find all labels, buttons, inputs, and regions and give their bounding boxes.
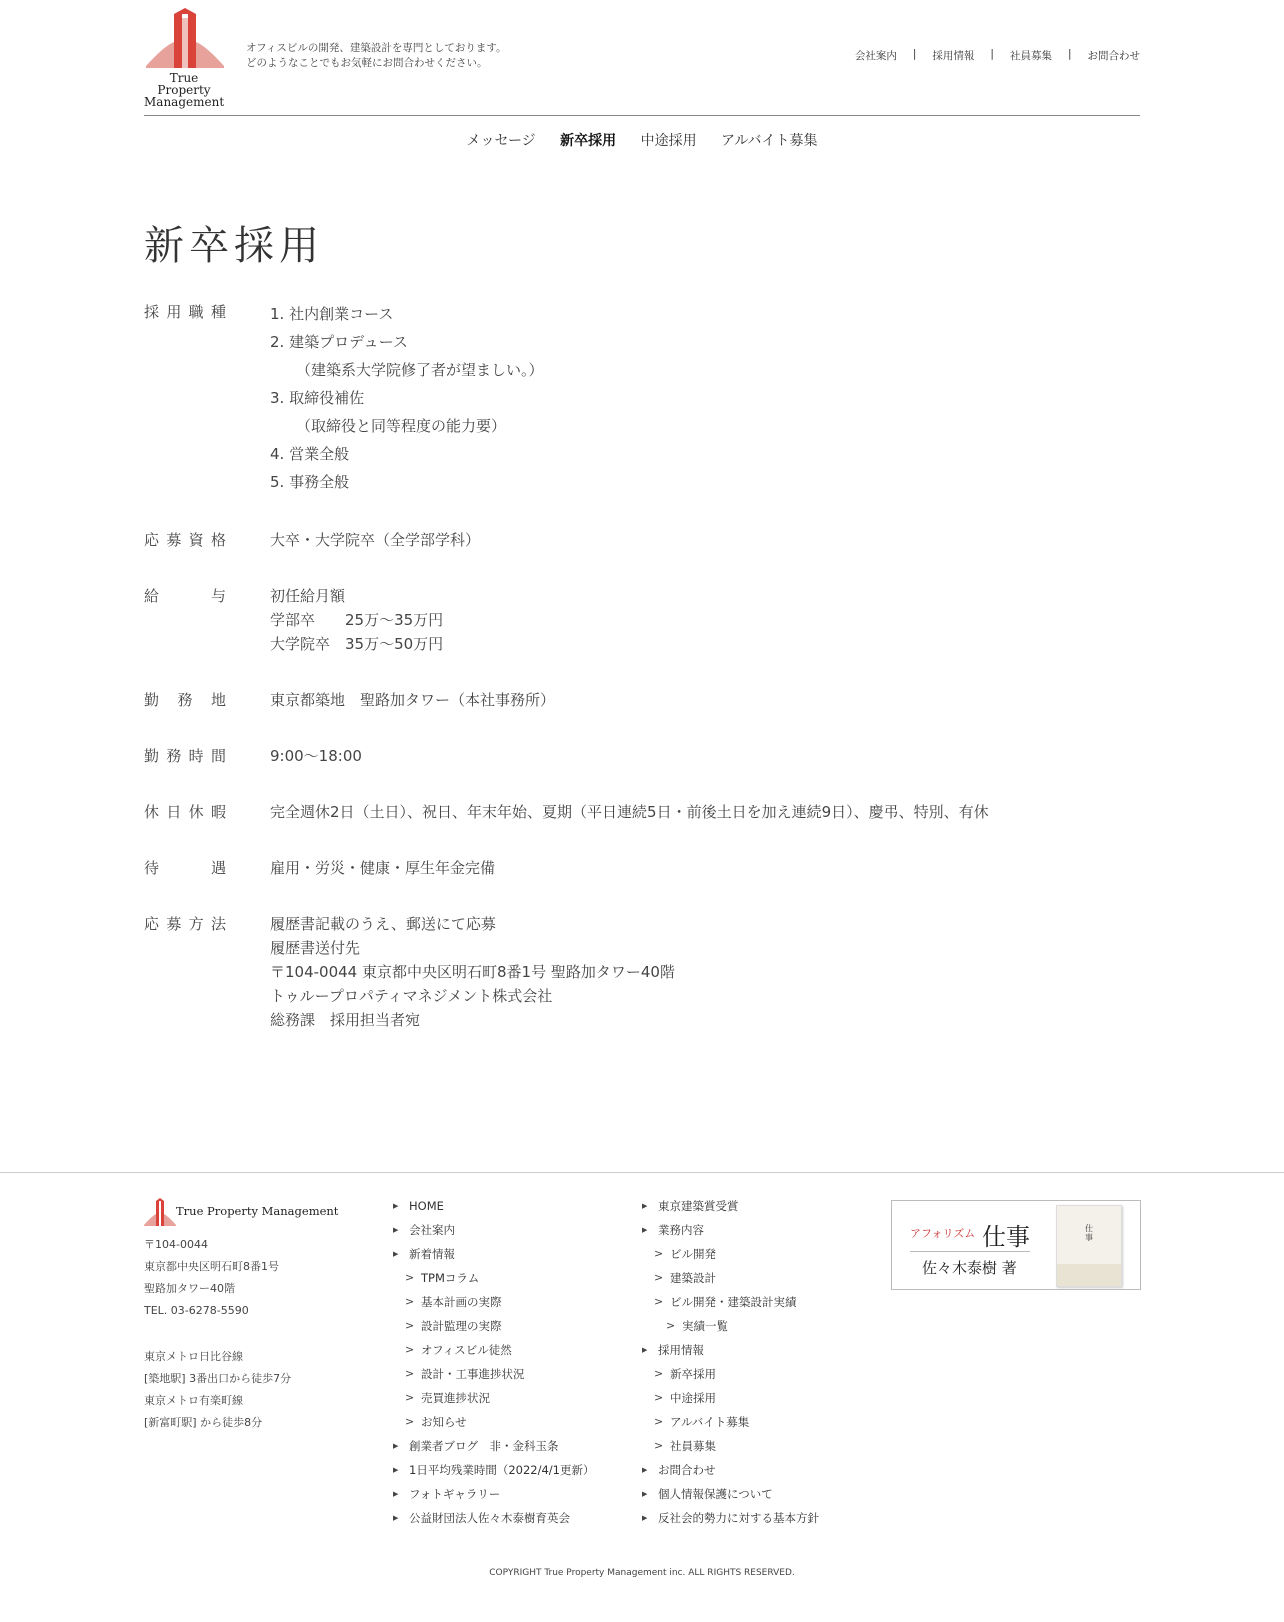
footer-divider [0, 1172, 1284, 1173]
footer-col1-link[interactable]: > 設計・工事進捗状況 [393, 1362, 594, 1386]
footer-col2-link[interactable]: ▶ 反社会的勢力に対する基本方針 [642, 1506, 819, 1530]
nav-mid-career[interactable]: 中途採用 [640, 133, 697, 149]
building-logo-icon [144, 8, 226, 70]
footer-col2-link[interactable]: ▶ 業務内容 [642, 1218, 819, 1242]
footer-col2-link[interactable]: ▶ 個人情報保護について [642, 1482, 819, 1506]
footer-col2-link[interactable]: ▶ 採用情報 [642, 1338, 819, 1362]
nav-message[interactable]: メッセージ [466, 133, 536, 149]
footer-access: 東京メトロ日比谷線 [築地駅] 3番出口から徒歩7分 東京メトロ有楽町線 [新富町駅] から徒歩8分 [144, 1350, 292, 1429]
book-banner[interactable]: アフォリズム 仕事 佐々木泰樹 著 仕事 [891, 1200, 1141, 1290]
footer-col1-link[interactable]: ▶ 会社案内 [393, 1218, 594, 1242]
footer-col2-link[interactable]: ▶ お問合わせ [642, 1458, 819, 1482]
copyright: COPYRIGHT True Property Management inc. ALL RIGHTS RESERVED. [489, 1568, 795, 1578]
page-title: 新卒採用 [144, 223, 324, 269]
footer-col1-link[interactable]: > TPMコラム [393, 1266, 594, 1290]
footer-col2-link[interactable]: > 新卒採用 [642, 1362, 819, 1386]
footer-col2-link[interactable]: > ビル開発・建築設計実績 [642, 1290, 819, 1314]
toplink-staff[interactable]: 社員募集 [1009, 50, 1052, 62]
footer-col1-link[interactable]: > お知らせ [393, 1410, 594, 1434]
nav-part-time[interactable]: アルバイト募集 [721, 133, 818, 149]
footer-col1-link[interactable]: > 売買進捗状況 [393, 1386, 594, 1410]
footer-col1-link[interactable]: ▶ 公益財団法人佐々木泰樹育英会 [393, 1506, 594, 1530]
value-positions: 1. 社内創業コース 2. 建築プロデュース （建築系大学院修了者が望ましい。） 3. 取締役補佐 （取締役と同等程度の能力要） 4. 営業全般 5. 事務全般 [270, 305, 544, 491]
footer-col1-link[interactable]: ▶ 新着情報 [393, 1242, 594, 1266]
tagline: オフィスビルの開発、建築設計を専門としております。 どのようなことでもお気軽にお問合わせください。 [246, 42, 507, 69]
nav-new-grad[interactable]: 新卒採用 [560, 133, 617, 149]
footer-col2-link[interactable]: > 社員募集 [642, 1434, 819, 1458]
footer-col1-link[interactable]: > 設計監理の実際 [393, 1314, 594, 1338]
footer-col1-link[interactable]: ▶ HOME [393, 1194, 594, 1218]
footer-address: 〒104-0044 東京都中央区明石町8番1号 聖路加タワー40階 TEL. 03-6278-5590 [144, 1238, 279, 1317]
top-links: 会社案内 | 採用情報 | 社員募集 | お問合わせ [854, 48, 1140, 62]
toplink-contact[interactable]: お問合わせ [1087, 50, 1140, 62]
footer-col2-link[interactable]: > ビル開発 [642, 1242, 819, 1266]
footer-col1-link[interactable]: ▶ 創業者ブログ 非・金科玉条 [393, 1434, 594, 1458]
site-header [144, 0, 1140, 116]
footer-logo-text: True Property Management [176, 1204, 339, 1218]
footer-col1-link[interactable]: ▶ フォトギャラリー [393, 1482, 594, 1506]
book-cover: 仕事 [1056, 1205, 1122, 1287]
footer-col2-link[interactable]: > 中途採用 [642, 1386, 819, 1410]
footer-col2-link[interactable]: ▶ 東京建築賞受賞 [642, 1194, 819, 1218]
footer-col1-link[interactable]: > 基本計画の実際 [393, 1290, 594, 1314]
building-logo-icon [144, 1198, 176, 1226]
footer-col2-link[interactable]: > 建築設計 [642, 1266, 819, 1290]
logo-text: True Property Management [144, 71, 225, 109]
footer-col2-link[interactable]: > アルバイト募集 [642, 1410, 819, 1434]
footer-col1-link[interactable]: ▶ 1日平均残業時間（2022/4/1更新） [393, 1458, 594, 1482]
footer-col1-link[interactable]: > オフィスビル徒然 [393, 1338, 594, 1362]
footer-links-col1 [393, 1194, 594, 1530]
recruit-subnav [0, 130, 1284, 150]
toplink-company[interactable]: 会社案内 [854, 50, 897, 62]
label-positions: 採用職種 [144, 303, 226, 321]
footer-links-col2 [642, 1194, 819, 1530]
footer-col2-link[interactable]: > 実績一覧 [642, 1314, 819, 1338]
toplink-recruit[interactable]: 採用情報 [932, 50, 975, 62]
company-logo[interactable] [144, 8, 226, 109]
